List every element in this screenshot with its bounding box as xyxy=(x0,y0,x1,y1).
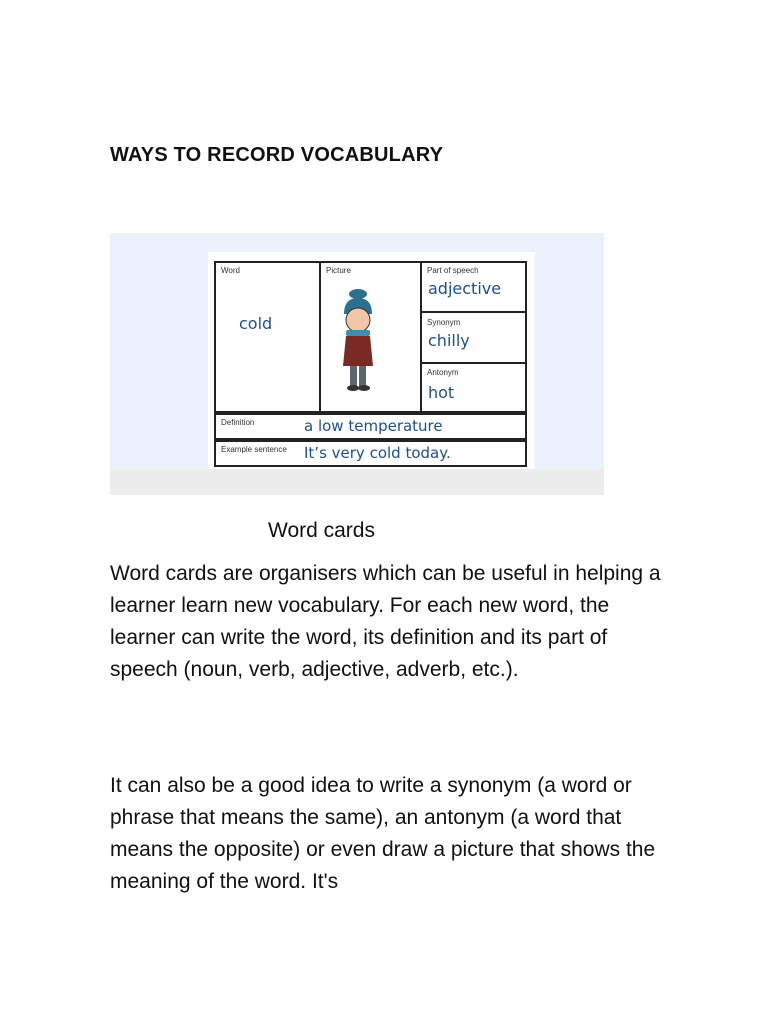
picture-label: Picture xyxy=(326,266,351,275)
paragraph-2: It can also be a good idea to write a synonym (a word or phrase that means the same), an antonym (a word that means the opposite) or even draw a picture that shows the meaning of the word. It's xyxy=(110,774,656,893)
definition-value: a low temperature xyxy=(304,417,443,435)
word-card-figure xyxy=(110,233,604,495)
word-label: Word xyxy=(221,266,240,275)
paragraph-1: Word cards are organisers which can be useful in helping a learner learn new vocabulary. For each new word, the learner can write the word, its definition and its part of speech (noun, verb, adjective, adverb, etc.). xyxy=(110,562,661,681)
antonym-label: Antonym xyxy=(427,368,459,377)
definition-label: Definition xyxy=(221,418,255,427)
part-of-speech-label: Part of speech xyxy=(427,266,479,275)
part-of-speech-value: adjective xyxy=(428,279,502,298)
synonym-value: chilly xyxy=(428,331,470,350)
figure-bottom-band xyxy=(110,469,604,495)
example-sentence-label: Example sentence xyxy=(221,445,287,454)
synonym-label: Synonym xyxy=(427,318,461,327)
word-value: cold xyxy=(239,314,273,333)
page-title: WAYS TO RECORD VOCABULARY xyxy=(110,144,444,166)
example-sentence-value: It’s very cold today. xyxy=(304,444,451,462)
cold-person-icon xyxy=(343,289,373,391)
antonym-value: hot xyxy=(428,383,455,402)
figure-caption: Word cards xyxy=(268,519,375,542)
word-card xyxy=(208,252,535,469)
